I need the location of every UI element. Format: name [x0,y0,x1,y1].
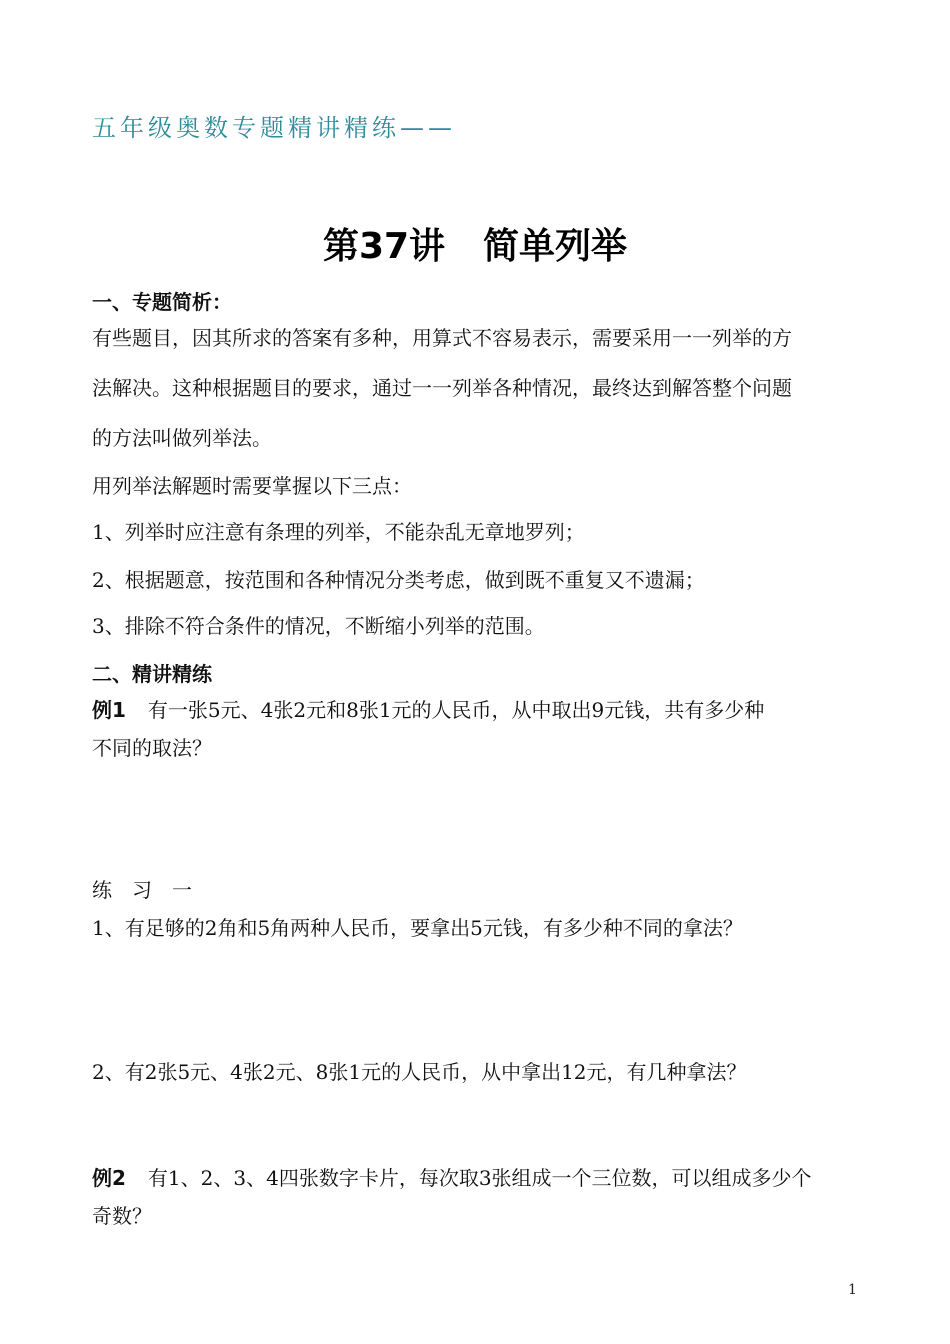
example-text: 有一张5元、4张2元和8张1元的人民币，从中取出9元钱，共有多少种 [147,698,765,722]
point-item: 3、排除不符合条件的情况，不断缩小列举的范围。 [92,614,545,638]
example-text: 有1、2、3、4四张数字卡片，每次取3张组成一个三位数，可以组成多少个 [147,1166,812,1190]
lecture-topic: 简单列举 [483,226,628,267]
practice-question: 1、有足够的2角和5角两种人民币，要拿出5元钱，有多少种不同的拿法？ [92,916,743,940]
page-number: 1 [848,1282,857,1298]
practice-question: 2、有2张5元、4张2元、8张1元的人民币，从中拿出12元，有几种拿法？ [92,1060,747,1084]
point-item: 1、列举时应注意有条理的列举，不能杂乱无章地罗列； [92,520,585,544]
paragraph-line: 法解决。这种根据题目的要求，通过一一列举各种情况，最终达到解答整个问题 [92,376,792,400]
points-intro: 用列举法解题时需要掌握以下三点： [92,474,412,498]
point-item: 2、根据题意，按范围和各种情况分类考虑，做到既不重复又不遗漏； [92,568,705,592]
section-heading-practice: 二、精讲精练 [92,662,212,686]
example-text-continued: 不同的取法？ [92,736,212,760]
example-label: 例2 [92,1166,126,1190]
practice-title: 练 习 一 [92,878,192,902]
lecture-number: 第37讲 [322,226,446,267]
example-2 [92,1162,812,1191]
series-title: 五年级奥数专题精讲精练—— [92,114,456,142]
paragraph-line: 有些题目，因其所求的答案有多种，用算式不容易表示，需要采用一一列举的方 [92,326,792,350]
example-label: 例1 [92,698,126,722]
example-1 [92,694,764,723]
example-text-continued: 奇数？ [92,1204,152,1228]
lecture-title [0,218,950,269]
paragraph-line: 的方法叫做列举法。 [92,426,272,450]
section-heading-analysis: 一、专题简析： [92,290,232,314]
